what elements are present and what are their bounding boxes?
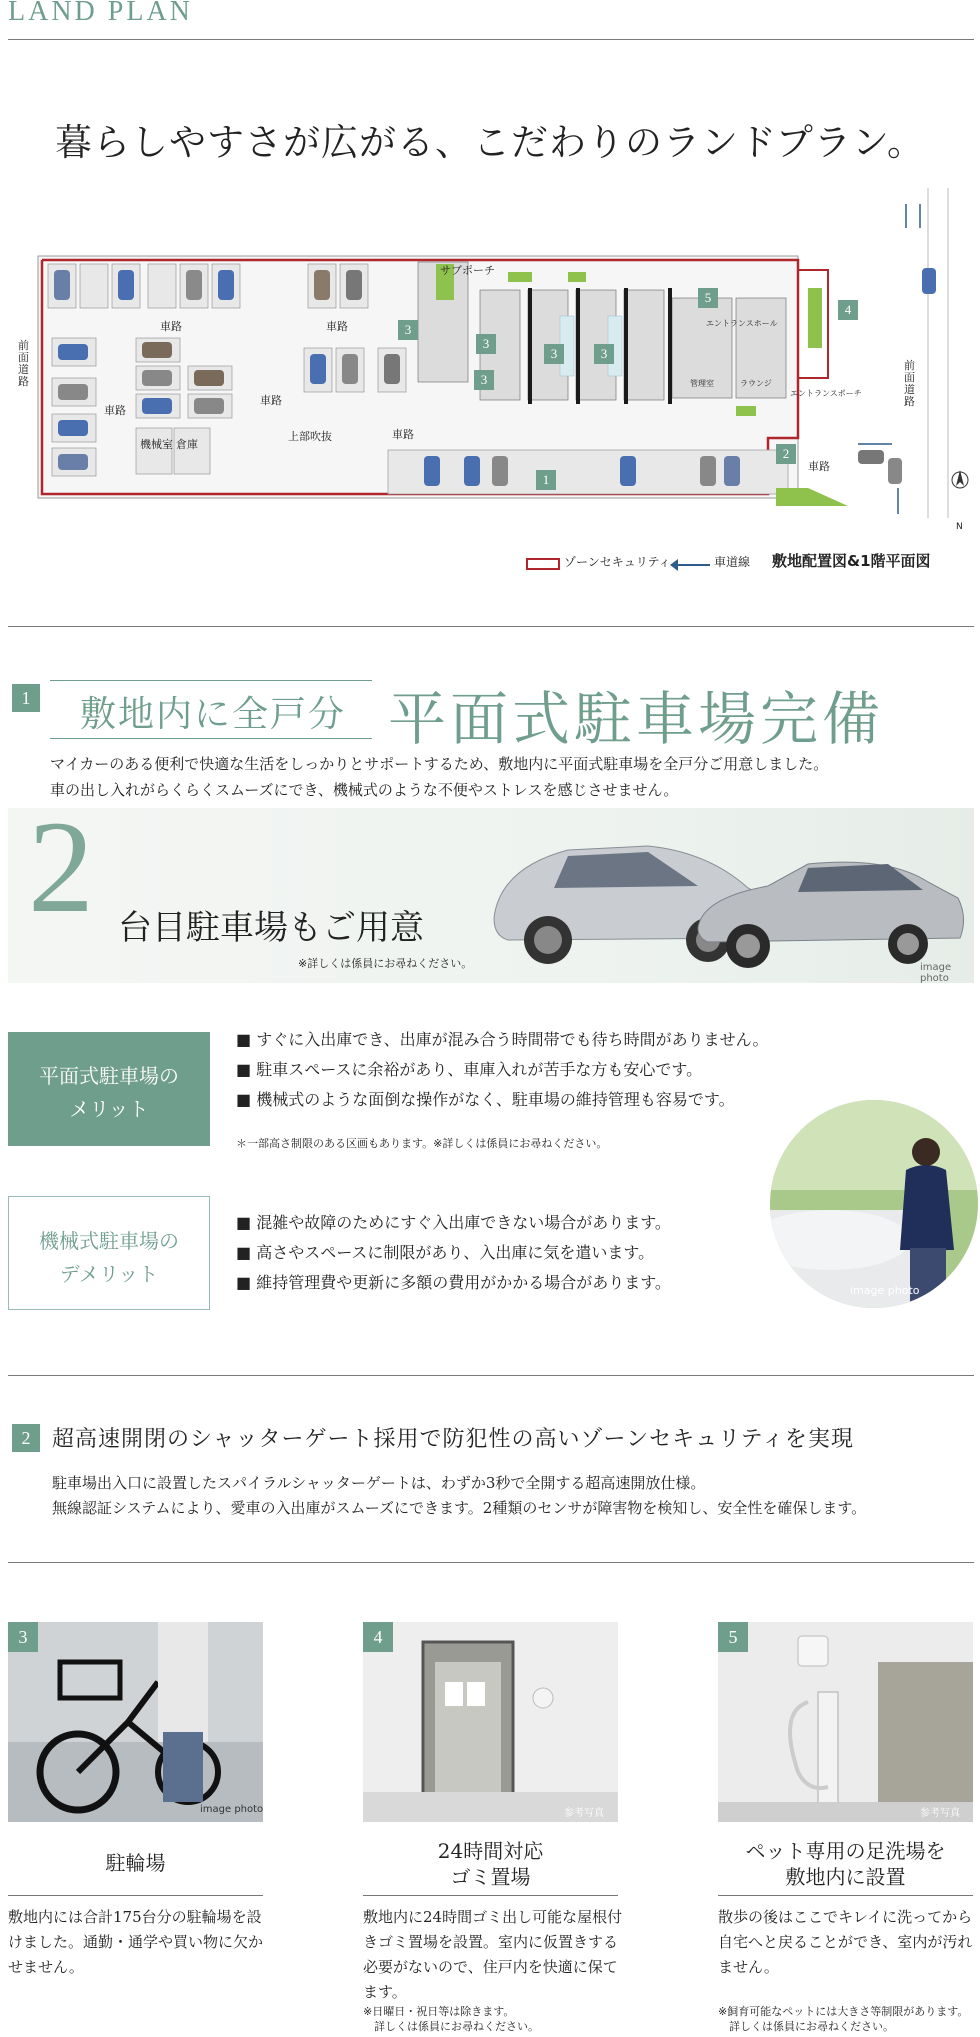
card4-text: 敷地内に24時間ゴミ出し可能な屋根付きゴミ置場を設置。室内に仮置きする必要がないので、住戸内を快適に保てます。 bbox=[363, 1908, 623, 2001]
card5-note-line2: 詳しくは係員にお尋ねください。 bbox=[718, 2020, 894, 2033]
section-divider-3 bbox=[8, 1562, 974, 1563]
plan-label-entrance-porch: エントランスポーチ bbox=[790, 389, 862, 398]
section2-title: 超高速開閉のシャッターゲート採用で防犯性の高いゾーンセキュリティを実現 bbox=[52, 1427, 854, 1452]
plan-label-management: 管理室 bbox=[690, 379, 714, 388]
plan-label-sub-porch: サブポーチ bbox=[440, 264, 495, 277]
section2-text-2: 無線認証システムにより、愛車の入出庫がスムーズにできます。2種類のセンサが障害物を検知し、安全性を確保します。 bbox=[52, 1499, 867, 1517]
woman-photo-caption: image photo bbox=[850, 1284, 920, 1297]
bicycle-illustration bbox=[8, 1622, 263, 1822]
page-header-title: LAND PLAN bbox=[8, 0, 193, 27]
legend-road-arrow-icon bbox=[670, 559, 678, 571]
section-badge-1: 1 bbox=[12, 684, 40, 712]
photo-illustration bbox=[770, 1100, 978, 1308]
banner-photo-caption: image photo bbox=[920, 962, 952, 984]
subtitle-bottom-line bbox=[50, 738, 372, 739]
merit-item: ■ すぐに入出庫でき、出庫が混み合う時間帯でも待ち時間がありません。 bbox=[236, 1025, 769, 1055]
plan-label-lounge: ラウンジ bbox=[740, 379, 772, 388]
card5-title-line2: 敷地内に設置 bbox=[785, 1865, 906, 1889]
section-divider-2 bbox=[8, 1375, 974, 1376]
plan-label-mechanical-room: 機械室 bbox=[140, 438, 173, 451]
card4-title-line2: ゴミ置場 bbox=[450, 1865, 531, 1889]
plan-label-storage: 倉庫 bbox=[176, 438, 198, 451]
plan-label-upper-atrium: 上部吹抜 bbox=[288, 430, 332, 443]
pet-foot-wash-photo bbox=[718, 1622, 973, 1822]
demerit-item: ■ 維持管理費や更新に多額の費用がかかる場合があります。 bbox=[236, 1268, 671, 1298]
section1-subtitle: 敷地内に全戸分 bbox=[80, 694, 347, 735]
demerit-box-line1: 機械式駐車場の bbox=[39, 1229, 179, 1253]
demerit-item: ■ 混雑や故障のためにすぐ入出庫できない場合があります。 bbox=[236, 1208, 671, 1238]
section1-text-1: マイカーのある便利で快適な生活をしっかりとサポートするため、敷地内に平面式駐車場を全戸分ご用意しました。 bbox=[50, 755, 829, 773]
demerit-item: ■ 高さやスペースに制限があり、入出庫に気を遣います。 bbox=[236, 1238, 671, 1268]
demerit-list bbox=[236, 1208, 671, 1298]
plan-marker-3a: 3 bbox=[398, 320, 418, 340]
bicycle-parking-photo bbox=[8, 1622, 263, 1822]
card5-note bbox=[718, 2004, 968, 2034]
card4-note-line1: ※日曜日・祝日等は除きます。 bbox=[363, 2005, 515, 2018]
plan-label-driveway-5: 車路 bbox=[392, 428, 414, 441]
trash-room-illustration bbox=[363, 1622, 618, 1822]
card3-text: 敷地内には合計175台分の駐輪場を設けました。通勤・通学や買い物に欠かせません。 bbox=[8, 1908, 264, 1976]
plan-marker-3b: 3 bbox=[476, 334, 496, 354]
card3-title: 駐輪場 bbox=[105, 1851, 166, 1875]
plan-marker-3d: 3 bbox=[544, 344, 564, 364]
plan-label-driveway-6: 車路 bbox=[808, 460, 830, 473]
card3-photo-caption: image photo bbox=[200, 1804, 264, 1815]
catch-copy: 暮らしやすさが広がる、こだわりのランドプラン。 bbox=[55, 121, 925, 164]
subtitle-top-line bbox=[50, 680, 372, 681]
section1-text-2: 車の出し入れがらくらくスムーズにでき、機械式のような不便やストレスを感じさせません。 bbox=[50, 781, 679, 799]
header-divider bbox=[8, 39, 974, 40]
demerit-box bbox=[8, 1196, 210, 1310]
plan-marker-3e: 3 bbox=[594, 344, 614, 364]
card4-divider bbox=[363, 1895, 618, 1896]
card4-title bbox=[363, 1838, 618, 1890]
card-badge-5: 5 bbox=[718, 1622, 748, 1652]
plan-label-driveway-2: 車路 bbox=[326, 320, 348, 333]
trash-room-photo bbox=[363, 1622, 618, 1822]
plan-marker-5: 5 bbox=[698, 288, 718, 308]
banner-number: 2 bbox=[28, 793, 94, 940]
legend-zone-swatch bbox=[526, 558, 560, 570]
card5-title bbox=[718, 1838, 973, 1890]
woman-with-car-photo bbox=[770, 1100, 978, 1308]
card4-photo-caption: 参考写真 bbox=[564, 1808, 604, 1819]
plan-label-entrance-hall: エントランスホール bbox=[706, 319, 778, 328]
merit-item: ■ 駐車スペースに余裕があり、車庫入れが苦手な方も安心です。 bbox=[236, 1055, 769, 1085]
card-badge-3: 3 bbox=[8, 1622, 38, 1652]
plan-label-road-right: 前面道路 bbox=[904, 359, 915, 408]
second-parking-banner bbox=[8, 808, 974, 983]
merit-box-line2: メリット bbox=[69, 1097, 149, 1121]
merit-note: ＊一部高さ制限のある区画もあります。※詳しくは係員にお尋ねください。 bbox=[236, 1137, 608, 1150]
merit-list bbox=[236, 1025, 769, 1115]
plan-marker-4: 4 bbox=[838, 300, 858, 320]
plan-label-driveway-1: 車路 bbox=[160, 320, 182, 333]
card4-title-line1: 24時間対応 bbox=[437, 1839, 544, 1863]
cars-illustration bbox=[8, 808, 974, 983]
foot-wash-illustration bbox=[718, 1622, 973, 1822]
section-divider-1 bbox=[8, 626, 974, 627]
plan-caption: 敷地配置図&1階平面図 bbox=[772, 552, 931, 570]
section2-text-1: 駐車場出入口に設置したスパイラルシャッターゲートは、わずか3秒で全開する超高速開放仕様。 bbox=[52, 1474, 706, 1492]
plan-marker-3c: 3 bbox=[474, 370, 494, 390]
merit-box bbox=[8, 1032, 210, 1146]
section-badge-2: 2 bbox=[12, 1424, 40, 1452]
compass-label: N bbox=[956, 522, 963, 532]
banner-note: ※詳しくは係員にお尋ねください。 bbox=[298, 957, 473, 970]
card3-divider bbox=[8, 1895, 263, 1896]
card-badge-4: 4 bbox=[363, 1622, 393, 1652]
card5-photo-caption: 参考写真 bbox=[920, 1808, 960, 1819]
card5-note-line1: ※飼育可能なペットには大きさ等制限があります。 bbox=[718, 2005, 969, 2018]
merit-box-line1: 平面式駐車場の bbox=[39, 1064, 179, 1088]
demerit-box-line2: デメリット bbox=[59, 1262, 159, 1286]
plan-marker-1: 1 bbox=[536, 470, 556, 490]
banner-text: 台目駐車場もご用意 bbox=[118, 908, 424, 948]
legend-road-line bbox=[674, 564, 710, 566]
card5-title-line1: ペット専用の足洗場を bbox=[745, 1839, 946, 1863]
plan-marker-2: 2 bbox=[776, 444, 796, 464]
card5-text: 散歩の後はここでキレイに洗ってから自宅へと戻ることができ、室内が汚れません。 bbox=[718, 1908, 973, 1976]
plan-label-driveway-3: 車路 bbox=[104, 404, 126, 417]
legend-zone-label: ゾーンセキュリティ bbox=[564, 555, 671, 569]
merit-item: ■ 機械式のような面倒な操作がなく、駐車場の維持管理も容易です。 bbox=[236, 1085, 769, 1115]
card4-note bbox=[363, 2004, 539, 2034]
plan-label-road-left: 前面道路 bbox=[18, 339, 29, 388]
legend-road-label: 車道線 bbox=[714, 555, 751, 569]
card5-divider bbox=[718, 1895, 973, 1896]
plan-label-driveway-4: 車路 bbox=[260, 394, 282, 407]
section1-title: 平面式駐車場完備 bbox=[388, 685, 885, 753]
card4-note-line2: 詳しくは係員にお尋ねください。 bbox=[363, 2020, 539, 2033]
